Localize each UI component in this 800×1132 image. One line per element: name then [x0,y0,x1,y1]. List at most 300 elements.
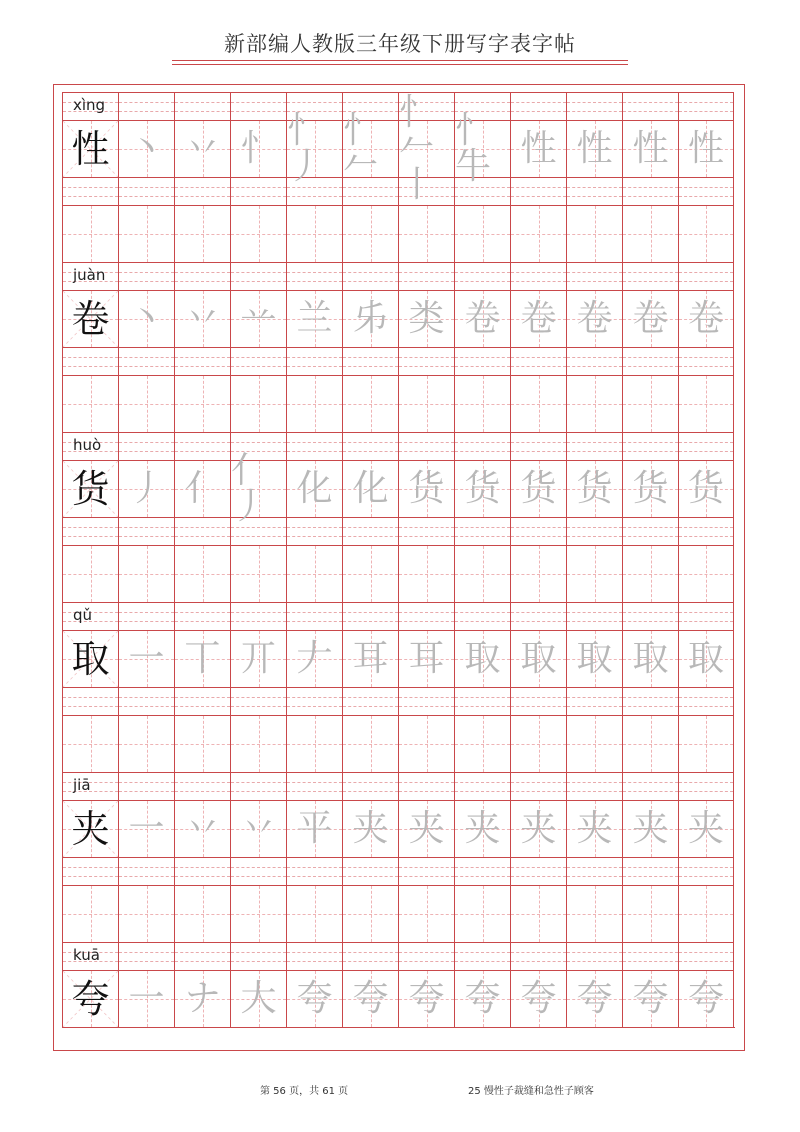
pinyin-cell [118,432,174,460]
pinyin-cell [678,347,734,375]
model-character: 性 [71,127,110,171]
pinyin-cell [566,687,622,715]
pinyin-cell [62,432,118,460]
pinyin-cell [118,857,174,885]
tian-grid-cell [342,970,398,1027]
pinyin-cell [62,517,118,545]
stroke-step: 大 [240,978,277,1019]
pinyin-cell [174,262,230,290]
pinyin-cell [454,687,510,715]
pinyin-cell [566,772,622,800]
stroke-step: 夹 [632,808,669,849]
tian-grid-cell [398,800,454,857]
tian-grid-cell [118,800,174,857]
pinyin-row [62,262,735,290]
tian-grid-cell[interactable] [174,545,230,602]
tian-grid-cell[interactable] [286,715,342,772]
stroke-step: 卷 [687,298,724,339]
stroke-step: 丷 [184,298,221,339]
tian-grid-cell[interactable] [566,885,622,942]
stroke-step: 性 [576,128,613,169]
tian-grid-cell [230,290,286,347]
pinyin-label: xìng [73,96,106,114]
stroke-step: 夸 [576,978,613,1019]
stroke-step: 䒑 [240,298,277,339]
tian-grid-cell [622,630,678,687]
tian-grid-cell [566,120,622,177]
tian-grid-cell[interactable] [118,715,174,772]
tian-grid-cell[interactable] [62,375,118,432]
tian-grid-cell[interactable] [286,375,342,432]
stroke-step: 夹 [687,808,724,849]
tian-grid-cell[interactable] [454,885,510,942]
tian-grid-cell [230,800,286,857]
stroke-step: 夸 [464,978,501,1019]
tian-grid-cell [230,630,286,687]
tian-grid-cell [510,290,566,347]
tian-grid-cell [622,970,678,1027]
title-underline-top [172,60,628,61]
tian-grid-cell[interactable] [62,545,118,602]
pinyin-cell [62,262,118,290]
model-char-cell [62,290,118,347]
stroke-step: 货 [408,468,445,509]
pinyin-cell [286,772,342,800]
pinyin-cell [398,687,454,715]
pinyin-cell [286,942,342,970]
tian-grid-cell[interactable] [510,885,566,942]
blank-practice-row [62,885,735,942]
tian-grid-cell [454,290,510,347]
tian-grid-cell[interactable] [398,375,454,432]
tian-grid-cell[interactable] [510,545,566,602]
stroke-step: 取 [632,638,669,679]
tian-grid-cell[interactable] [678,205,734,262]
stroke-step: 夸 [296,978,333,1019]
stroke-step: 货 [632,468,669,509]
tian-grid-cell[interactable] [622,715,678,772]
pinyin-cell [622,687,678,715]
pinyin-cell [398,517,454,545]
tian-grid-cell [174,800,230,857]
stroke-step: 卷 [576,298,613,339]
pinyin-cell [510,602,566,630]
tian-grid-cell[interactable] [398,885,454,942]
model-character: 夸 [71,977,110,1021]
pinyin-cell [342,602,398,630]
pinyin-cell [230,772,286,800]
pinyin-cell [566,92,622,120]
stroke-step: 亻 [184,468,221,509]
stroke-step: 平 [296,808,333,849]
stroke-step: 取 [576,638,613,679]
pinyin-cell [286,262,342,290]
tian-grid-cell[interactable] [118,375,174,432]
stroke-order-row [62,800,735,857]
tian-grid-cell[interactable] [286,885,342,942]
pinyin-cell [510,92,566,120]
tian-grid-cell [174,120,230,177]
tian-grid-cell [678,120,734,177]
stroke-step: 性 [632,128,669,169]
tian-grid-cell [678,800,734,857]
tian-grid-cell [286,800,342,857]
tian-grid-cell [678,970,734,1027]
model-character: 夹 [71,807,110,851]
tian-grid-cell[interactable] [566,375,622,432]
tian-grid-cell[interactable] [622,545,678,602]
tian-grid-cell[interactable] [118,205,174,262]
pinyin-cell [678,942,734,970]
tian-grid-cell [510,460,566,517]
tian-grid-cell [174,460,230,517]
pinyin-cell [510,942,566,970]
page-title: 新部编人教版三年级下册写字表字帖 [224,32,576,56]
tian-grid-cell [510,800,566,857]
pinyin-cell [342,262,398,290]
stroke-step: 忄丿 [287,110,324,187]
stroke-step: 卷 [632,298,669,339]
tian-grid-cell [454,460,510,517]
pinyin-cell [454,942,510,970]
pinyin-cell [622,517,678,545]
tian-grid-cell[interactable] [342,375,398,432]
pinyin-label: qǔ [73,606,93,624]
tian-grid-cell[interactable] [230,375,286,432]
pinyin-cell [398,772,454,800]
tian-grid-cell[interactable] [566,205,622,262]
character-block [62,602,735,772]
stroke-step: 夸 [687,978,724,1019]
tian-grid-cell [566,970,622,1027]
tian-grid-cell[interactable] [342,715,398,772]
blank-practice-row [62,205,735,262]
pinyin-cell [398,602,454,630]
pinyin-cell [678,857,734,885]
practice-grid [62,92,735,1028]
pinyin-cell [118,347,174,375]
tian-grid-cell[interactable] [510,375,566,432]
pinyin-cell [62,92,118,120]
pinyin-cell [174,602,230,630]
stroke-step: 忄 [240,128,277,169]
blank-pinyin-row [62,857,735,885]
stroke-order-row [62,630,735,687]
grid-bottom-border [62,1027,735,1028]
pinyin-cell [454,517,510,545]
tian-grid-cell[interactable] [398,205,454,262]
tian-grid-cell[interactable] [230,885,286,942]
tian-grid-cell[interactable] [342,205,398,262]
pinyin-cell [678,687,734,715]
pinyin-label: jiā [73,776,91,794]
pinyin-cell [398,262,454,290]
stroke-step: 夸 [408,978,445,1019]
character-block [62,92,735,262]
tian-grid-cell[interactable] [678,715,734,772]
pinyin-cell [566,602,622,630]
stroke-step: 丷 [184,808,221,849]
pinyin-cell [454,262,510,290]
tian-grid-cell [174,290,230,347]
pinyin-cell [230,92,286,120]
pinyin-cell [286,687,342,715]
pinyin-cell [566,177,622,205]
stroke-step: 货 [520,468,557,509]
stroke-step: 𠂇 [296,638,333,679]
blank-pinyin-row [62,517,735,545]
model-char-cell [62,120,118,177]
pinyin-cell [230,857,286,885]
stroke-step: 一 [128,808,165,849]
tian-grid-cell [342,630,398,687]
model-character: 取 [71,637,110,681]
tian-grid-cell[interactable] [230,715,286,772]
pinyin-cell [566,942,622,970]
tian-grid-cell [566,460,622,517]
tian-grid-cell [230,450,286,527]
stroke-step: 化 [296,468,333,509]
pinyin-cell [62,602,118,630]
character-block [62,262,735,432]
tian-grid-cell[interactable] [678,375,734,432]
pinyin-cell [622,602,678,630]
pinyin-cell [342,772,398,800]
stroke-step: 货 [464,468,501,509]
blank-pinyin-row [62,347,735,375]
tian-grid-cell[interactable] [118,885,174,942]
blank-practice-row [62,715,735,772]
pinyin-label: kuā [73,946,100,964]
pinyin-cell [678,92,734,120]
tian-grid-cell [398,460,454,517]
pinyin-cell [62,857,118,885]
pinyin-cell [118,262,174,290]
pinyin-cell [510,347,566,375]
tian-grid-cell [622,290,678,347]
pinyin-cell [62,772,118,800]
stroke-step: 亻丿 [231,450,268,527]
tian-grid-cell[interactable] [230,205,286,262]
blank-practice-row [62,545,735,602]
tian-grid-cell[interactable] [174,205,230,262]
pinyin-cell [510,772,566,800]
pinyin-cell [454,347,510,375]
stroke-step: 兰 [296,298,333,339]
pinyin-cell [454,857,510,885]
stroke-step: 一 [128,638,165,679]
pinyin-cell [118,687,174,715]
stroke-step: 货 [576,468,613,509]
model-character: 货 [71,467,110,511]
stroke-step: 丶 [128,128,165,169]
pinyin-cell [230,942,286,970]
tian-grid-cell [118,460,174,517]
character-block [62,772,735,942]
pinyin-cell [230,262,286,290]
pinyin-cell [174,942,230,970]
pinyin-cell [62,942,118,970]
tian-grid-cell [230,970,286,1027]
pinyin-row [62,602,735,630]
stroke-step: ナ [184,978,221,1019]
tian-grid-cell [342,110,398,187]
stroke-step: 丅 [184,638,221,679]
stroke-step: 一 [128,978,165,1019]
stroke-step: 化 [352,468,389,509]
pinyin-cell [622,857,678,885]
tian-grid-cell [286,290,342,347]
tian-grid-cell [566,800,622,857]
tian-grid-cell[interactable] [510,715,566,772]
tian-grid-cell [118,630,174,687]
tian-grid-cell[interactable] [342,885,398,942]
stroke-step: 忄𠂉 [343,110,380,187]
tian-grid-cell[interactable] [454,375,510,432]
tian-grid-cell [454,970,510,1027]
tian-grid-cell[interactable] [678,545,734,602]
tian-grid-cell[interactable] [174,715,230,772]
stroke-step: 丌 [240,638,277,679]
tian-grid-cell [398,290,454,347]
tian-grid-cell[interactable] [454,715,510,772]
pinyin-cell [174,432,230,460]
pinyin-cell [286,602,342,630]
pinyin-cell [566,262,622,290]
tian-grid-cell[interactable] [174,375,230,432]
stroke-step: 忄牛 [455,110,492,187]
tian-grid-cell [230,120,286,177]
pinyin-cell [118,772,174,800]
title-underline-bottom [172,64,628,65]
pinyin-cell [622,942,678,970]
pinyin-cell [174,92,230,120]
tian-grid-cell [566,630,622,687]
tian-grid-cell[interactable] [62,885,118,942]
stroke-step: 忄𠂉丨 [399,92,436,205]
pinyin-cell [510,517,566,545]
pinyin-cell [678,517,734,545]
stroke-step: 𠂔 [352,298,389,339]
pinyin-cell [62,687,118,715]
tian-grid-cell [454,630,510,687]
stroke-step: 卷 [520,298,557,339]
pinyin-cell [398,347,454,375]
tian-grid-cell [342,460,398,517]
stroke-step: 取 [520,638,557,679]
pinyin-label: juàn [73,266,106,284]
pinyin-cell [622,262,678,290]
tian-grid-cell[interactable] [622,375,678,432]
pinyin-cell [62,347,118,375]
pinyin-cell [454,772,510,800]
pinyin-cell [342,347,398,375]
stroke-step: 夹 [576,808,613,849]
tian-grid-cell [678,630,734,687]
tian-grid-cell[interactable] [62,205,118,262]
stroke-step: 性 [687,128,724,169]
tian-grid-cell [286,970,342,1027]
pinyin-cell [342,857,398,885]
model-char-cell [62,630,118,687]
pinyin-cell [230,347,286,375]
pinyin-cell [118,177,174,205]
pinyin-cell [622,347,678,375]
tian-grid-cell[interactable] [118,545,174,602]
tian-grid-cell [118,290,174,347]
tian-grid-cell[interactable] [510,205,566,262]
pinyin-cell [622,92,678,120]
pinyin-cell [398,942,454,970]
stroke-step: 类 [408,298,445,339]
tian-grid-cell [342,800,398,857]
stroke-order-row [62,970,735,1027]
stroke-step: 丶 [128,298,165,339]
tian-grid-cell [566,290,622,347]
tian-grid-cell[interactable] [398,545,454,602]
tian-grid-cell[interactable] [398,715,454,772]
tian-grid-cell [118,970,174,1027]
tian-grid-cell[interactable] [566,545,622,602]
pinyin-row [62,772,735,800]
pinyin-cell [566,347,622,375]
tian-grid-cell[interactable] [622,205,678,262]
pinyin-cell [286,432,342,460]
tian-grid-cell [118,120,174,177]
tian-grid-cell [174,970,230,1027]
pinyin-cell [118,92,174,120]
pinyin-cell [454,602,510,630]
pinyin-cell [174,772,230,800]
tian-grid-cell [622,800,678,857]
tian-grid-cell[interactable] [678,885,734,942]
tian-grid-cell[interactable] [566,715,622,772]
tian-grid-cell[interactable] [230,545,286,602]
model-char-cell [62,970,118,1027]
tian-grid-cell [286,110,342,187]
model-character: 卷 [71,297,110,341]
pinyin-cell [566,517,622,545]
stroke-step: 夹 [520,808,557,849]
pinyin-cell [678,262,734,290]
tian-grid-cell [398,630,454,687]
tian-grid-cell[interactable] [454,205,510,262]
pinyin-cell [118,942,174,970]
tian-grid-cell [286,630,342,687]
page-number: 第 56 页，共 61 页 [260,1086,349,1097]
pinyin-cell [230,177,286,205]
pinyin-cell [622,432,678,460]
pinyin-cell [342,517,398,545]
tian-grid-cell[interactable] [342,545,398,602]
stroke-order-row [62,450,735,527]
tian-grid-cell[interactable] [62,715,118,772]
pinyin-cell [622,177,678,205]
tian-grid-cell[interactable] [622,885,678,942]
tian-grid-cell[interactable] [286,205,342,262]
pinyin-label: huò [73,436,102,454]
tian-grid-cell[interactable] [174,885,230,942]
pinyin-cell [510,432,566,460]
pinyin-cell [678,602,734,630]
stroke-step: 耳 [408,638,445,679]
tian-grid-cell[interactable] [454,545,510,602]
tian-grid-cell[interactable] [286,545,342,602]
pinyin-cell [174,347,230,375]
pinyin-cell [174,687,230,715]
pinyin-cell [622,772,678,800]
lesson-title: 25 慢性子裁缝和急性子顾客 [468,1086,594,1097]
